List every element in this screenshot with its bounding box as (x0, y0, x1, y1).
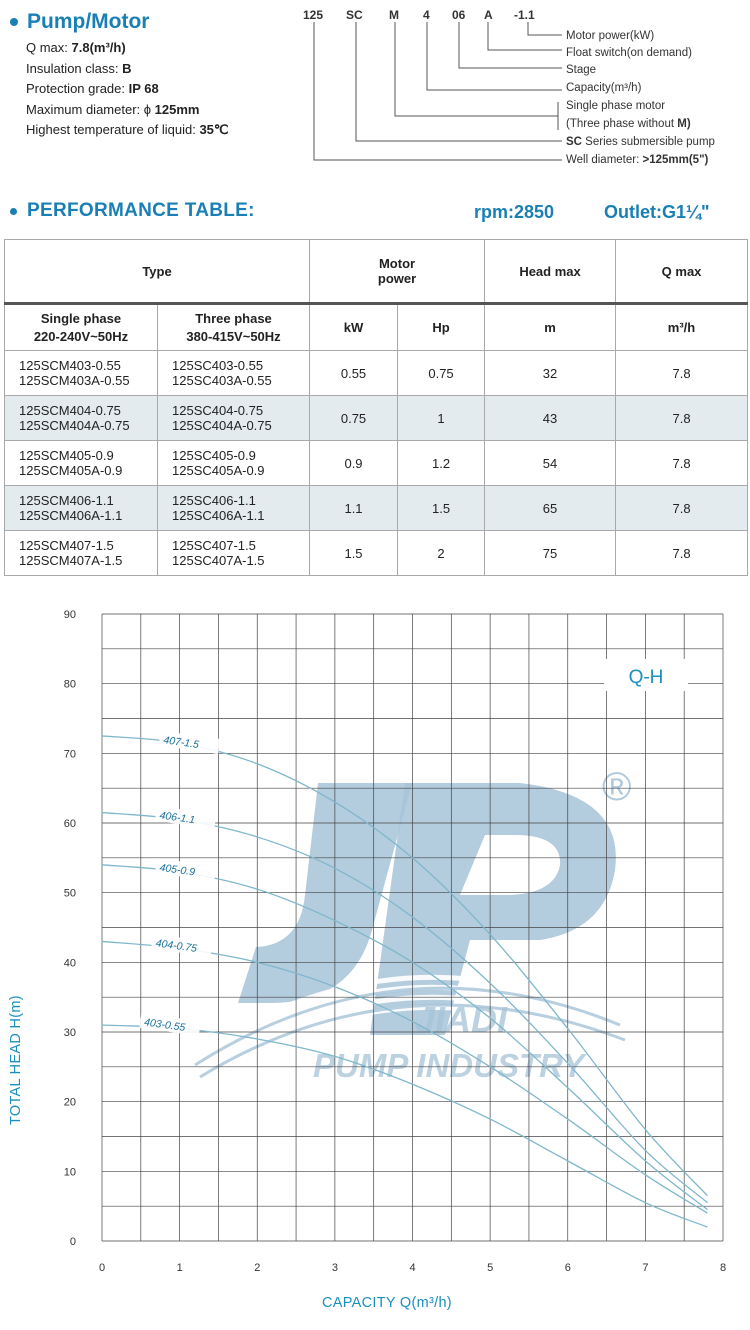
cell-hp: 1 (398, 396, 485, 441)
model-code-diagram (300, 0, 750, 175)
code-desc-single-phase: Single phase motor (566, 100, 666, 112)
rpm-label: rpm:2850 (474, 202, 555, 222)
cell-three-phase-model: 125SC406-1.1 125SC406A-1.1 (158, 486, 310, 531)
cell-q-max: 7.8 (616, 441, 748, 486)
spec-title (8, 8, 298, 36)
cell-kw: 1.5 (310, 531, 398, 576)
code-desc-three-phase: (Three phase without M) (566, 118, 691, 130)
spec-title-text: Pump/Motor (27, 10, 150, 33)
x-tick-label: 7 (642, 1262, 649, 1274)
cell-single-phase-model: 125SCM407-1.5 125SCM407A-1.5 (5, 531, 158, 576)
watermark-registered-mark: ® (602, 765, 632, 809)
qh-chart-svg (0, 595, 750, 1330)
y-tick-label: 70 (63, 748, 76, 761)
series-label: 404-0.75 (154, 937, 198, 955)
code-token-stage: 06 (452, 8, 466, 22)
code-desc-well-diameter: Well diameter: >125mm(5") (566, 154, 709, 166)
table-subheader-row (5, 304, 748, 351)
watermark-pump-industry: PUMP INDUSTRY (313, 1047, 585, 1084)
cell-three-phase-model: 125SC405-0.9 125SC405A-0.9 (158, 441, 310, 486)
cell-head-max: 54 (485, 441, 616, 486)
cell-hp: 1.5 (398, 486, 485, 531)
cell-single-phase-model: 125SCM405-0.9 125SCM405A-0.9 (5, 441, 158, 486)
code-token-series: SC (346, 8, 363, 22)
y-tick-label: 80 (63, 678, 76, 691)
cell-three-phase-model: 125SC407-1.5 125SC407A-1.5 (158, 531, 310, 576)
cell-kw: 0.55 (310, 351, 398, 396)
series-label: 405-0.9 (158, 861, 196, 879)
table-body (5, 351, 748, 576)
table-row (5, 531, 748, 576)
x-tick-label: 2 (254, 1262, 261, 1274)
code-desc-stage: Stage (566, 64, 597, 76)
series-label: 407-1.5 (162, 734, 200, 752)
x-tick-label: 6 (564, 1262, 571, 1274)
header-three-phase: Three phase 380-415V~50Hz (158, 304, 310, 351)
cell-q-max: 7.8 (616, 351, 748, 396)
performance-table (4, 239, 748, 576)
series-label: 403-0.55 (143, 1016, 187, 1034)
spec-line: Maximum diameter: ϕ 125mm (26, 101, 200, 117)
header-kw: kW (310, 304, 398, 351)
cell-single-phase-model: 125SCM403-0.55 125SCM403A-0.55 (5, 351, 158, 396)
table-row (5, 441, 748, 486)
x-axis-label: CAPACITY Q(m³/h) (322, 1295, 452, 1311)
watermark-jiadi: JIADI (415, 999, 508, 1040)
x-tick-label: 3 (331, 1262, 338, 1274)
y-axis-label: TOTAL HEAD H(m) (8, 995, 24, 1125)
header-type: Type (5, 240, 310, 304)
y-tick-label: 90 (63, 609, 76, 621)
cell-kw: 1.1 (310, 486, 398, 531)
table-header-row (5, 240, 748, 304)
cell-head-max: 43 (485, 396, 616, 441)
code-desc-capacity: Capacity(m³/h) (566, 82, 642, 94)
spec-lines (26, 38, 298, 141)
header-motor-power: Motor power (310, 240, 485, 304)
cell-q-max: 7.8 (616, 531, 748, 576)
y-tick-label: 30 (63, 1027, 76, 1039)
x-tick-label: 4 (409, 1262, 416, 1274)
cell-hp: 1.2 (398, 441, 485, 486)
header-m: m (485, 304, 616, 351)
header-head-max: Head max (485, 240, 616, 304)
code-token-phase: M (389, 8, 399, 22)
x-tick-label: 0 (98, 1262, 106, 1274)
cell-kw: 0.9 (310, 441, 398, 486)
cell-kw: 0.75 (310, 396, 398, 441)
cell-q-max: 7.8 (616, 396, 748, 441)
cell-three-phase-model: 125SC404-0.75 125SC404A-0.75 (158, 396, 310, 441)
table-row (5, 486, 748, 531)
cell-single-phase-model: 125SCM404-0.75 125SCM404A-0.75 (5, 396, 158, 441)
y-tick-label: 10 (63, 1166, 76, 1179)
bullet-icon (10, 18, 18, 26)
qh-chart (0, 595, 750, 1330)
spec-line: Q max: 7.8(m³/h) (26, 40, 126, 55)
cell-hp: 0.75 (398, 351, 485, 396)
bullet-icon (10, 208, 17, 215)
code-token-power: -1.1 (514, 8, 535, 22)
y-tick-label: 20 (63, 1096, 76, 1109)
cell-head-max: 75 (485, 531, 616, 576)
cell-hp: 2 (398, 531, 485, 576)
spec-line: Protection grade: IP 68 (26, 81, 159, 96)
performance-title-text: PERFORMANCE TABLE: (27, 200, 255, 221)
code-desc-series: SC Series submersible pump (566, 136, 715, 148)
spec-line: Insulation class: B (26, 60, 132, 76)
spec-line: Highest temperature of liquid: 35℃ (26, 122, 229, 137)
y-tick-label: 60 (63, 818, 76, 830)
header-hp: Hp (398, 304, 485, 351)
model-code-connectors (300, 0, 750, 175)
header-single-phase: Single phase 220-240V~50Hz (5, 304, 158, 351)
outlet-label: Outlet:G1¼" (604, 202, 710, 222)
code-token-float: A (484, 8, 493, 22)
cell-head-max: 32 (485, 351, 616, 396)
table-row (5, 351, 748, 396)
cell-single-phase-model: 125SCM406-1.1 125SCM406A-1.1 (5, 486, 158, 531)
y-tick-label: 0 (69, 1236, 76, 1248)
code-desc-motor-power: Motor power(kW) (566, 30, 655, 42)
y-tick-label: 40 (63, 957, 76, 970)
spec-block (8, 8, 298, 141)
code-token-diameter: 125 (303, 8, 324, 22)
performance-title (8, 200, 255, 222)
table-row (5, 396, 748, 441)
x-tick-label: 8 (719, 1262, 727, 1274)
cell-three-phase-model: 125SC403-0.55 125SC403A-0.55 (158, 351, 310, 396)
cell-q-max: 7.8 (616, 486, 748, 531)
performance-header (8, 200, 746, 226)
x-tick-label: 1 (176, 1262, 183, 1274)
x-tick-label: 5 (487, 1262, 494, 1274)
cell-head-max: 65 (485, 486, 616, 531)
code-desc-float-switch: Float switch(on demand) (566, 47, 692, 59)
chart-title: Q-H (628, 667, 664, 688)
series-label: 406-1.1 (158, 809, 196, 827)
header-m3h: m³/h (616, 304, 748, 351)
code-token-capacity: 4 (423, 8, 430, 22)
header-q-max: Q max (616, 240, 748, 304)
y-tick-label: 50 (63, 887, 76, 900)
